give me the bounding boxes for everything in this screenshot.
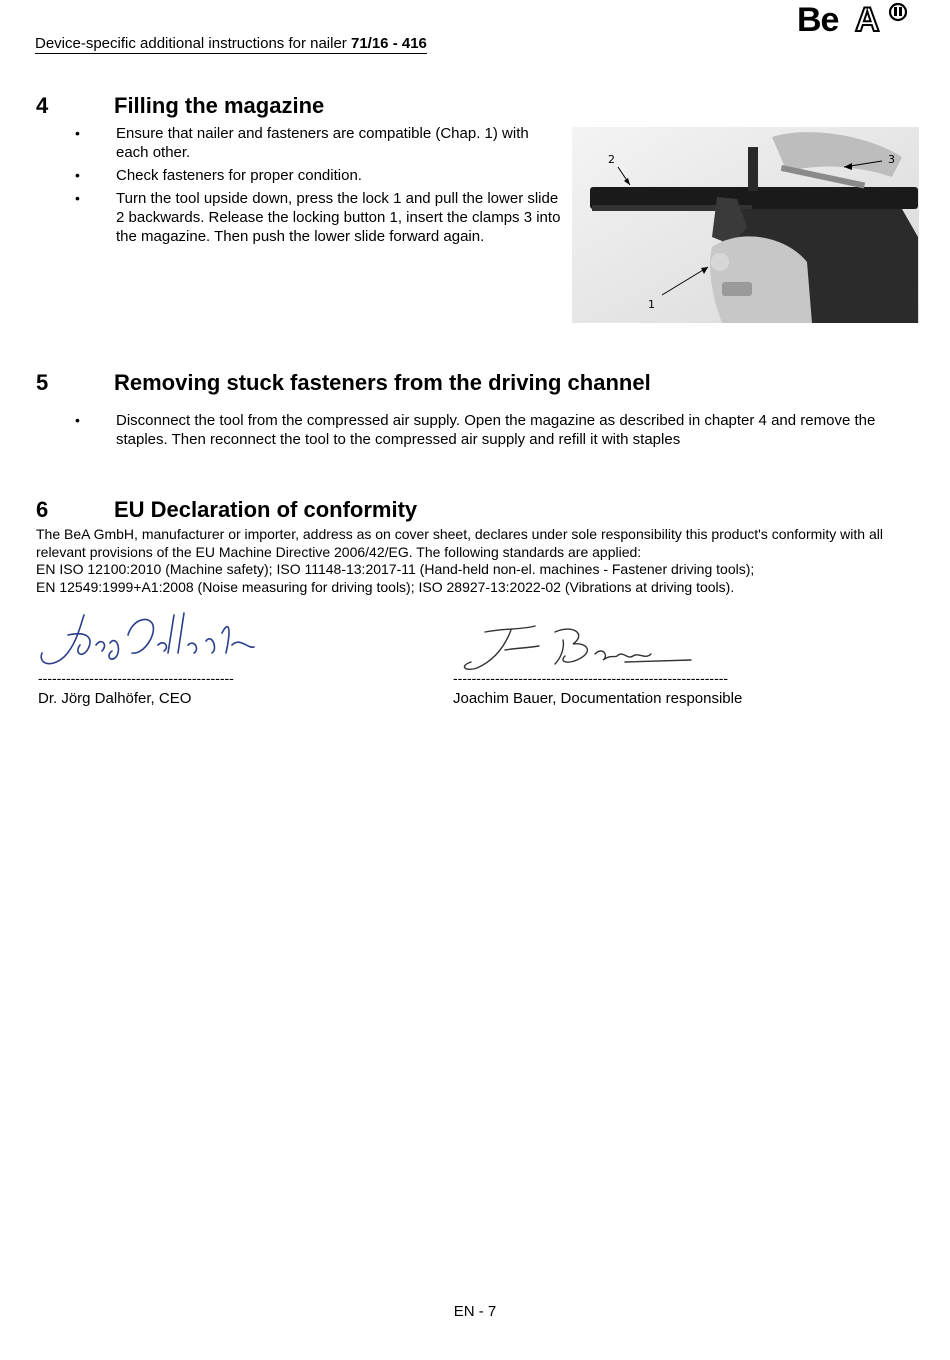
section-6-title: EU Declaration of conformity [114,497,418,522]
svg-text:A: A [855,2,880,34]
svg-text:Be: Be [797,2,839,34]
declaration-line: The BeA GmbH, manufacturer or importer, address as on cover sheet, declares under sole responsibility this product's conformity with all [36,526,883,542]
declaration-line: EN ISO 12100:2010 (Machine safety); ISO 11148-13:2017-11 (Hand-held non-el. machines - Fastener driving tools); [36,561,755,577]
bullet-icon: • [75,125,80,141]
signature-line: ----------------------------------------------------------- [453,670,729,686]
conformity-declaration-text [36,526,916,596]
declaration-line: relevant provisions of the EU Machine Directive 2006/42/EG. The following standards are applied: [36,543,642,560]
signatory-name: Joachim Bauer, Documentation responsible [453,690,743,707]
section-5-number: 5 [36,370,49,395]
section-4-list [75,124,565,250]
bullet-icon: • [75,190,80,206]
list-item: • Turn the tool upside down, press the lock 1 and pull the lower slide 2 backwards. Release the locking button 1, insert the clamps 3 into the magazine. Then push the lower slide forward again. [75,190,561,245]
callout-3: 3 [888,153,895,166]
bea-logo [797,2,909,34]
section-4-title: Filling the magazine [114,93,325,118]
document-header-title [35,35,427,54]
documentation-signature [455,620,695,675]
header-title-prefix: Device-specific additional instructions for nailer [35,35,347,52]
list-item: • Disconnect the tool from the compressed air supply. Open the magazine as described in chapter 4 and remove the staples. Then reconnect the tool to the compressed air supply and refill it with staples [75,412,876,448]
header-model: 71/16 - 416 [350,35,427,52]
section-4-number: 4 [36,93,49,118]
bullet-icon: • [75,167,80,183]
signature-line: ------------------------------------------ [38,670,234,686]
list-item: • Ensure that nailer and fasteners are compatible (Chap. 1) with each other. [75,125,529,161]
section-5-title: Removing stuck fasteners from the driving channel [114,370,651,395]
declaration-line: EN 12549:1999+A1:2008 (Noise measuring for driving tools); ISO 28927-13:2022-02 (Vibrations at driving tools). [36,578,735,595]
callout-2: 2 [608,153,615,166]
section-5-list [75,411,895,453]
ceo-signature [36,605,261,677]
page-number: EN - 7 [453,1303,497,1320]
signatory-name: Dr. Jörg Dalhöfer, CEO [38,690,192,707]
list-item: • Check fasteners for proper condition. [75,167,362,184]
section-6-number: 6 [36,497,49,522]
callout-1: 1 [648,298,655,311]
bullet-icon: • [75,412,80,428]
magazine-loading-photo [572,127,919,323]
